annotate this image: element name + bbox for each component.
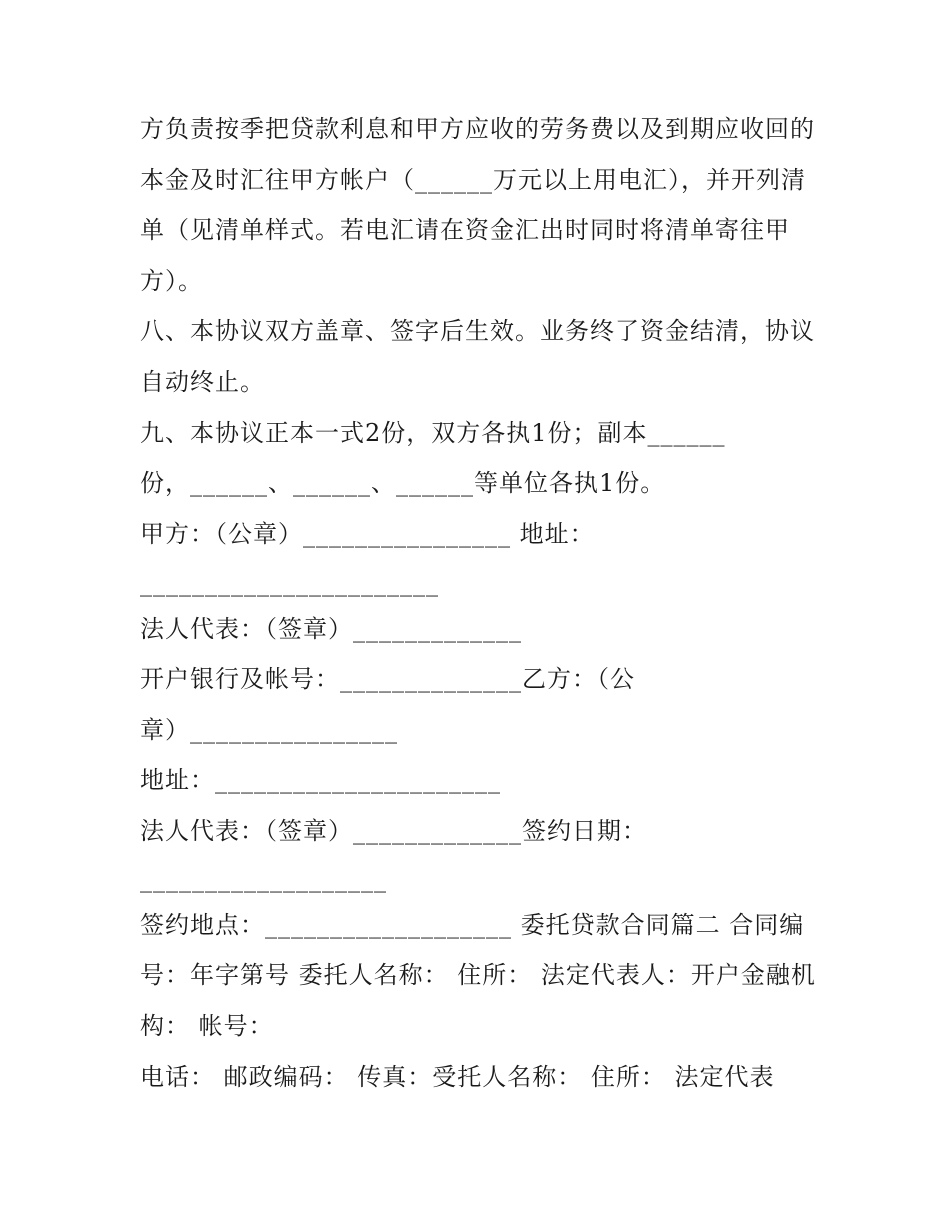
text-line: 开户银行及帐号：______________乙方：（公: [140, 665, 635, 693]
text-line: 签约地点：___________________ 委托贷款合同篇二 合同编: [140, 911, 805, 939]
text-line: 号：年字第号 委托人名称： 住所： 法定代表人：开户金融机: [140, 961, 816, 989]
text-line: 自动终止。: [140, 368, 265, 396]
text-line: 电话： 邮政编码： 传真：受托人名称： 住所： 法定代表: [140, 1063, 775, 1091]
text-line: ___________________: [140, 865, 387, 893]
text-line: _______________________: [140, 569, 439, 597]
text-line: 构： 帐号：: [140, 1012, 274, 1040]
text-line: 法人代表：（签章）_____________: [140, 615, 522, 643]
text-line: 份，______、______、______等单位各执1份。: [140, 469, 666, 497]
text-line: 本金及时汇往甲方帐户（______万元以上用电汇），并开列清: [140, 166, 806, 194]
text-line: 八、本协议双方盖章、签字后生效。业务终了资金结清，协议: [140, 317, 815, 345]
text-line: 章）________________: [140, 716, 398, 744]
text-line: 方负责按季把贷款利息和甲方应收的劳务费以及到期应收回的: [140, 115, 815, 143]
text-line: 甲方：（公章）________________ 地址：: [140, 520, 595, 548]
text-line: 方）。: [140, 267, 203, 295]
text-line: 单（见清单样式。若电汇请在资金汇出时同时将清单寄往甲: [140, 216, 790, 244]
text-line: 法人代表：（签章）_____________签约日期：: [140, 817, 647, 845]
text-line: 地址：______________________: [140, 766, 501, 794]
text-line: 九、本协议正本一式2份，双方各执1份；副本______: [140, 419, 726, 447]
